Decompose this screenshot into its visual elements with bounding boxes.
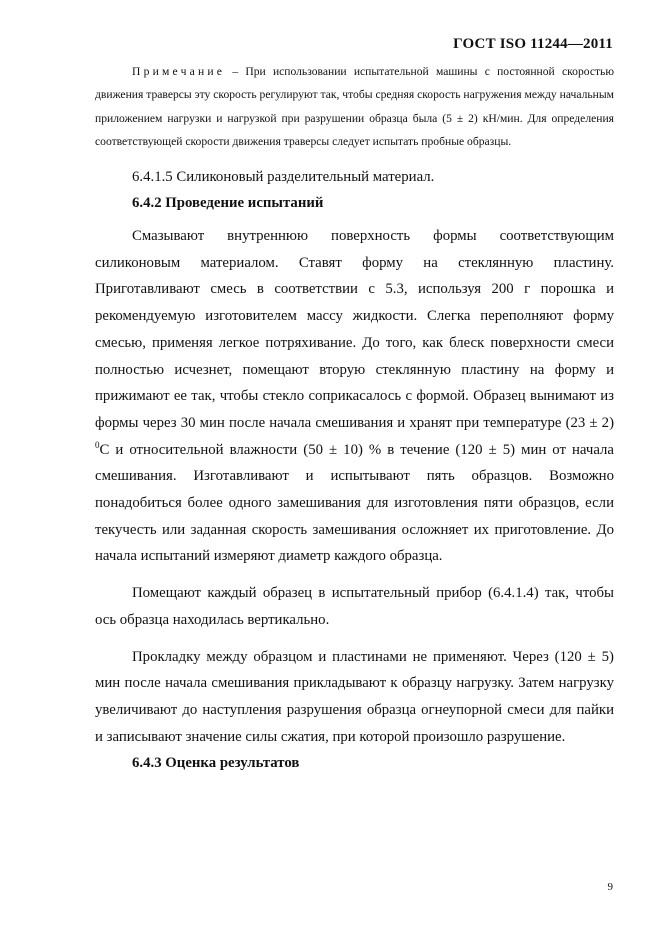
paragraph-specimen-placement: Помещают каждый образец в испытательный прибор (6.4.1.4) так, чтобы ось образца находилась вертикально. <box>95 585 614 628</box>
section-heading-6-4-2: 6.4.2 Проведение испытаний <box>132 195 324 212</box>
paragraph-text-part1: Смазывают внутреннюю поверхность формы соответствующим силиконовым материалом. Ставят форму на стеклянную пластину. Приготавливают смесь в соответствии с 5.3, используя 200 г порошка и рекомендуемую изготовителем массу жидкости. Слегка переполняют форму смесью, применяя легкое потряхивание. До того, как блеск поверхности смеси полностью исчезнет, помещают вторую стеклянную пластину на форму и прижимают ее так, чтобы стекло соприкасалось с формой. Образец вынимают из формы через 30 мин после начала смешивания и хранят при температуре (23 ± 2) <box>95 228 614 431</box>
paragraph-text-part2: С и относительной влажности (50 ± 10) % в течение (120 ± 5) мин от начала смешивания. Изготавливают и испытывают пять образцов. Возможно понадобиться более одного замешивания для изготовления пяти образцов, если текучесть или заданная скорость замешивания осложняет их приготовление. До начала испытаний измеряют диаметр каждого образца. <box>95 441 614 565</box>
note-text: – При использовании испытательной машины с постоянной скоростью движения траверсы эту скорость регулируют так, чтобы средняя скорость нагружения между начальным приложением нагрузки и нагрузкой при разрушении образца была (5 ± 2) кН/мин. Для определения соответствующей скорости движения траверсы следует испытать пробные образцы. <box>95 65 614 149</box>
page-number: 9 <box>607 881 613 893</box>
note-paragraph <box>95 60 614 154</box>
degree-superscript: 0 <box>95 439 100 450</box>
paragraph-test-procedure <box>95 223 614 570</box>
note-label: Примечание <box>132 65 226 78</box>
section-heading-6-4-3: 6.4.3 Оценка результатов <box>132 755 300 772</box>
paragraph-loading: Прокладку между образцом и пластинами не применяют. Через (120 ± 5) мин после начала смешивания прикладывают к образцу нагрузку. Затем нагрузку увеличивают до наступления разрушения образца огнеупорной смеси для пайки и записывают значение силы сжатия, при которой произошло разрушение. <box>95 648 614 745</box>
item-6-4-1-5: 6.4.1.5 Силиконовый разделительный материал. <box>132 168 435 185</box>
page-content <box>95 60 614 777</box>
standard-header: ГОСТ ISO 11244—2011 <box>453 36 613 52</box>
